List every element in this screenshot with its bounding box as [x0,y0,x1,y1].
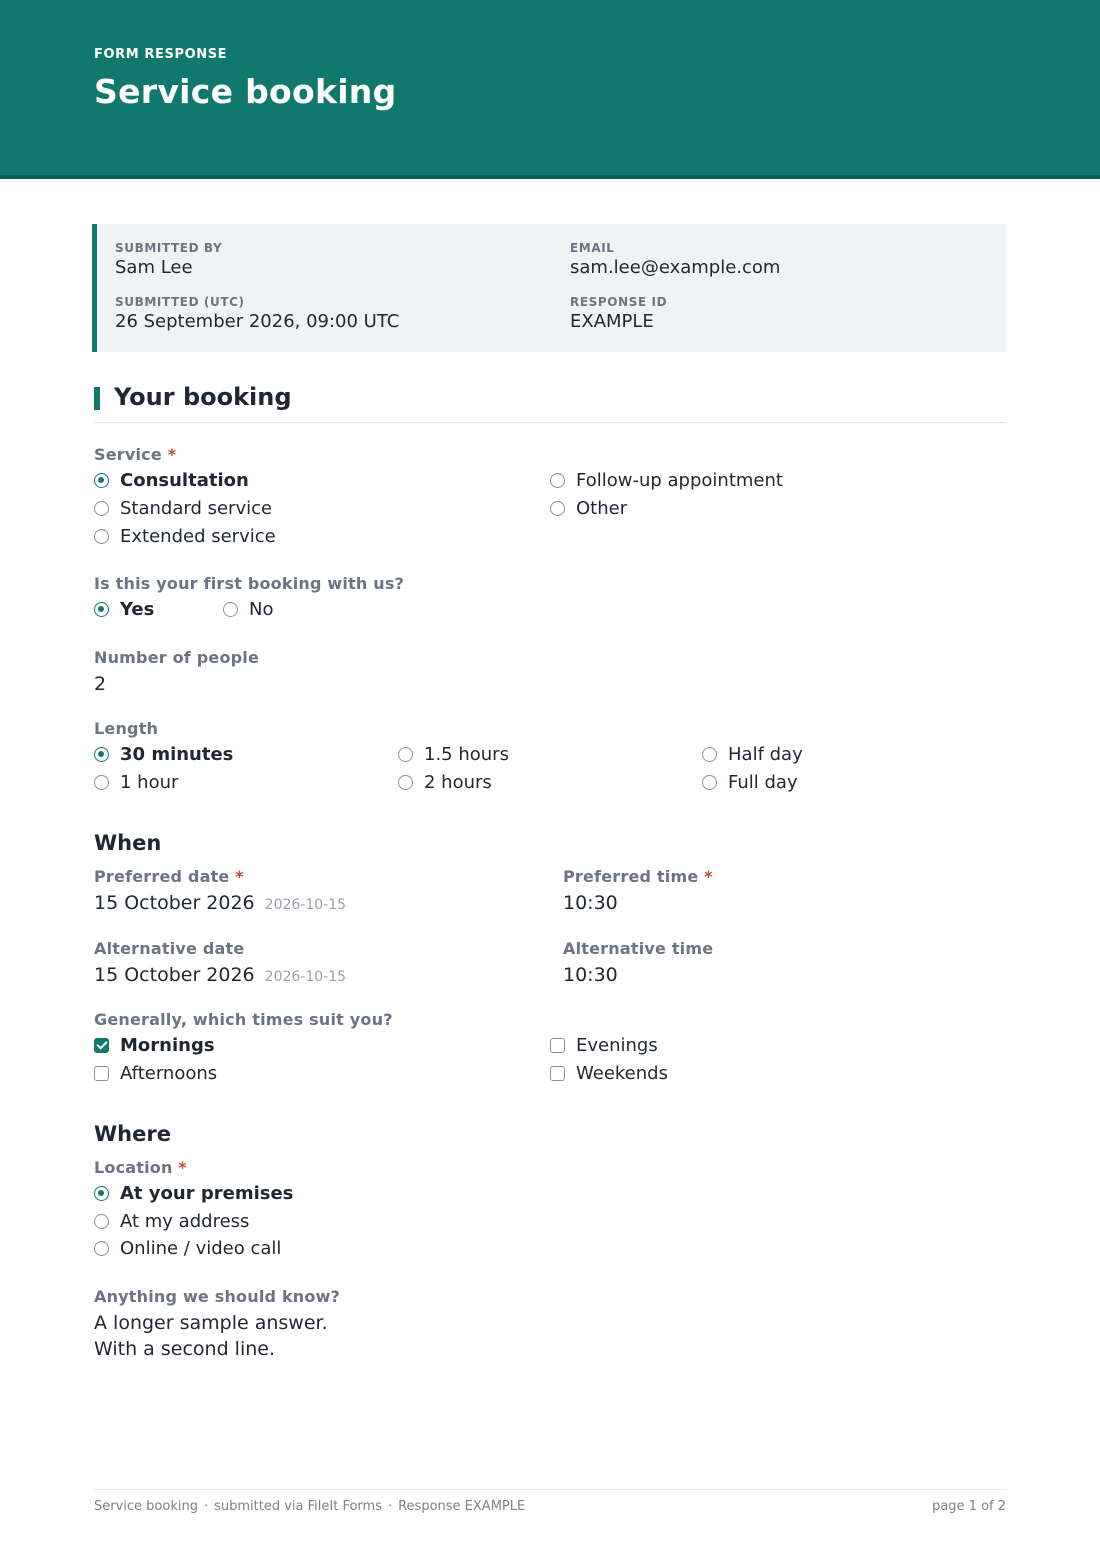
checkbox-icon [550,1038,565,1053]
where-heading: Where [94,1122,171,1146]
times-option-weekends[interactable] [550,1063,668,1084]
alternative-date-iso: 2026-10-15 [264,969,347,985]
response-id-label: RESPONSE ID [570,295,668,309]
page-number: page 1 of 2 [932,1499,1006,1514]
option-label: Extended service [120,526,276,547]
option-label: 1.5 hours [424,744,509,765]
option-label: Evenings [576,1035,658,1056]
option-label: Afternoons [120,1063,218,1084]
length-option-full-day[interactable] [702,772,798,793]
option-label: Consultation [120,470,249,491]
preferred-date-iso: 2026-10-15 [264,897,347,913]
option-label: Online / video call [120,1238,282,1259]
location-question [94,1158,187,1177]
radio-icon [398,747,413,762]
option-label: Mornings [120,1035,215,1056]
radio-selected-icon [94,1186,109,1201]
option-label: At your premises [120,1183,294,1204]
alternative-date-value: 15 October 2026 [94,964,255,986]
submitted-by-field [115,241,222,278]
required-marker: * [235,867,244,886]
people-question: Number of people [94,648,260,667]
email-label: EMAIL [570,241,615,255]
option-label: No [249,599,274,620]
notes-answer-line-2: With a second line. [94,1338,275,1360]
section-accent-bar [94,387,100,410]
notes-question: Anything we should know? [94,1287,341,1306]
times-option-mornings[interactable] [94,1035,215,1056]
option-label: 30 minutes [120,744,234,765]
preferred-date-answer [94,892,346,914]
section-title: Your booking [114,383,292,411]
option-label: 2 hours [424,772,492,793]
preferred-date-value: 15 October 2026 [94,892,255,914]
option-label: 1 hour [120,772,179,793]
required-marker: * [704,867,713,886]
radio-icon [94,1241,109,1256]
radio-icon [94,501,109,516]
alternative-time-answer: 10:30 [563,964,618,986]
length-option-1-hour[interactable] [94,772,178,793]
preferred-time-label: Preferred time [563,867,699,886]
preferred-time-question [563,867,713,886]
length-option-1-5-hours[interactable] [398,744,509,765]
preferred-date-label: Preferred date [94,867,230,886]
required-marker: * [167,445,177,464]
radio-icon [94,775,109,790]
header-kicker: FORM RESPONSE [94,47,228,62]
checkbox-checked-icon [94,1038,109,1053]
length-question: Length [94,719,159,738]
location-label: Location [94,1158,173,1177]
location-option-online[interactable] [94,1238,281,1259]
checkbox-icon [94,1066,109,1081]
footer-divider [94,1489,1006,1490]
footer-form-name: Service booking [94,1499,198,1514]
service-option-other[interactable] [550,498,627,519]
notes-answer-line-1: A longer sample answer. [94,1312,328,1334]
footer-separator: · [387,1499,393,1514]
option-label: Full day [728,772,798,793]
radio-selected-icon [94,747,109,762]
service-option-standard[interactable] [94,498,272,519]
option-label: Half day [728,744,803,765]
when-heading: When [94,831,162,855]
preferred-time-answer: 10:30 [563,892,618,914]
service-question [94,445,176,464]
option-label: Other [576,498,628,519]
option-label: At my address [120,1211,250,1232]
radio-icon [702,747,717,762]
footer-response-id: Response EXAMPLE [398,1499,526,1514]
service-option-follow-up[interactable] [550,470,783,491]
times-question: Generally, which times suit you? [94,1010,393,1029]
preferred-date-question [94,867,244,886]
submitted-time-value: 26 September 2026, 09:00 UTC [115,311,400,332]
location-option-my-address[interactable] [94,1211,249,1232]
submitted-time-label: SUBMITTED (UTC) [115,295,245,309]
alternative-time-question: Alternative time [563,939,714,958]
option-label: Follow-up appointment [576,470,783,491]
footer-info [94,1499,525,1514]
submitted-by-value: Sam Lee [115,257,193,278]
option-label: Weekends [576,1063,668,1084]
radio-selected-icon [94,602,109,617]
first-booking-option-yes[interactable] [94,599,154,620]
option-label: Standard service [120,498,273,519]
radio-icon [550,473,565,488]
radio-icon [398,775,413,790]
radio-icon [223,602,238,617]
footer-source: submitted via FileIt Forms [214,1499,382,1514]
radio-icon [94,1214,109,1229]
radio-icon [94,529,109,544]
radio-icon [702,775,717,790]
alternative-date-question: Alternative date [94,939,245,958]
checkbox-icon [550,1066,565,1081]
section-divider [94,422,1006,423]
response-id-field [570,295,667,332]
alternative-date-answer [94,964,346,986]
length-option-30-minutes[interactable] [94,744,233,765]
response-id-value: EXAMPLE [570,311,654,332]
email-field [570,241,780,278]
page-title: Service booking [94,72,397,111]
submitted-by-label: SUBMITTED BY [115,241,223,255]
service-option-extended[interactable] [94,526,276,547]
email-value: sam.lee@example.com [570,257,781,278]
location-option-your-premises[interactable] [94,1183,293,1204]
length-option-2-hours[interactable] [398,772,492,793]
times-option-afternoons[interactable] [94,1063,217,1084]
first-booking-option-no[interactable] [223,599,273,620]
required-marker: * [178,1158,187,1177]
submitted-time-field [115,295,399,332]
radio-selected-icon [94,473,109,488]
radio-icon [550,501,565,516]
first-booking-question: Is this your first booking with us? [94,574,405,593]
page-header [0,0,1100,179]
length-option-half-day[interactable] [702,744,803,765]
footer-separator: · [203,1499,209,1514]
option-label: Yes [120,599,155,620]
people-answer: 2 [94,673,107,695]
service-label: Service [94,445,162,464]
service-option-consultation[interactable] [94,470,249,491]
submission-info-panel [92,224,1006,352]
times-option-evenings[interactable] [550,1035,658,1056]
